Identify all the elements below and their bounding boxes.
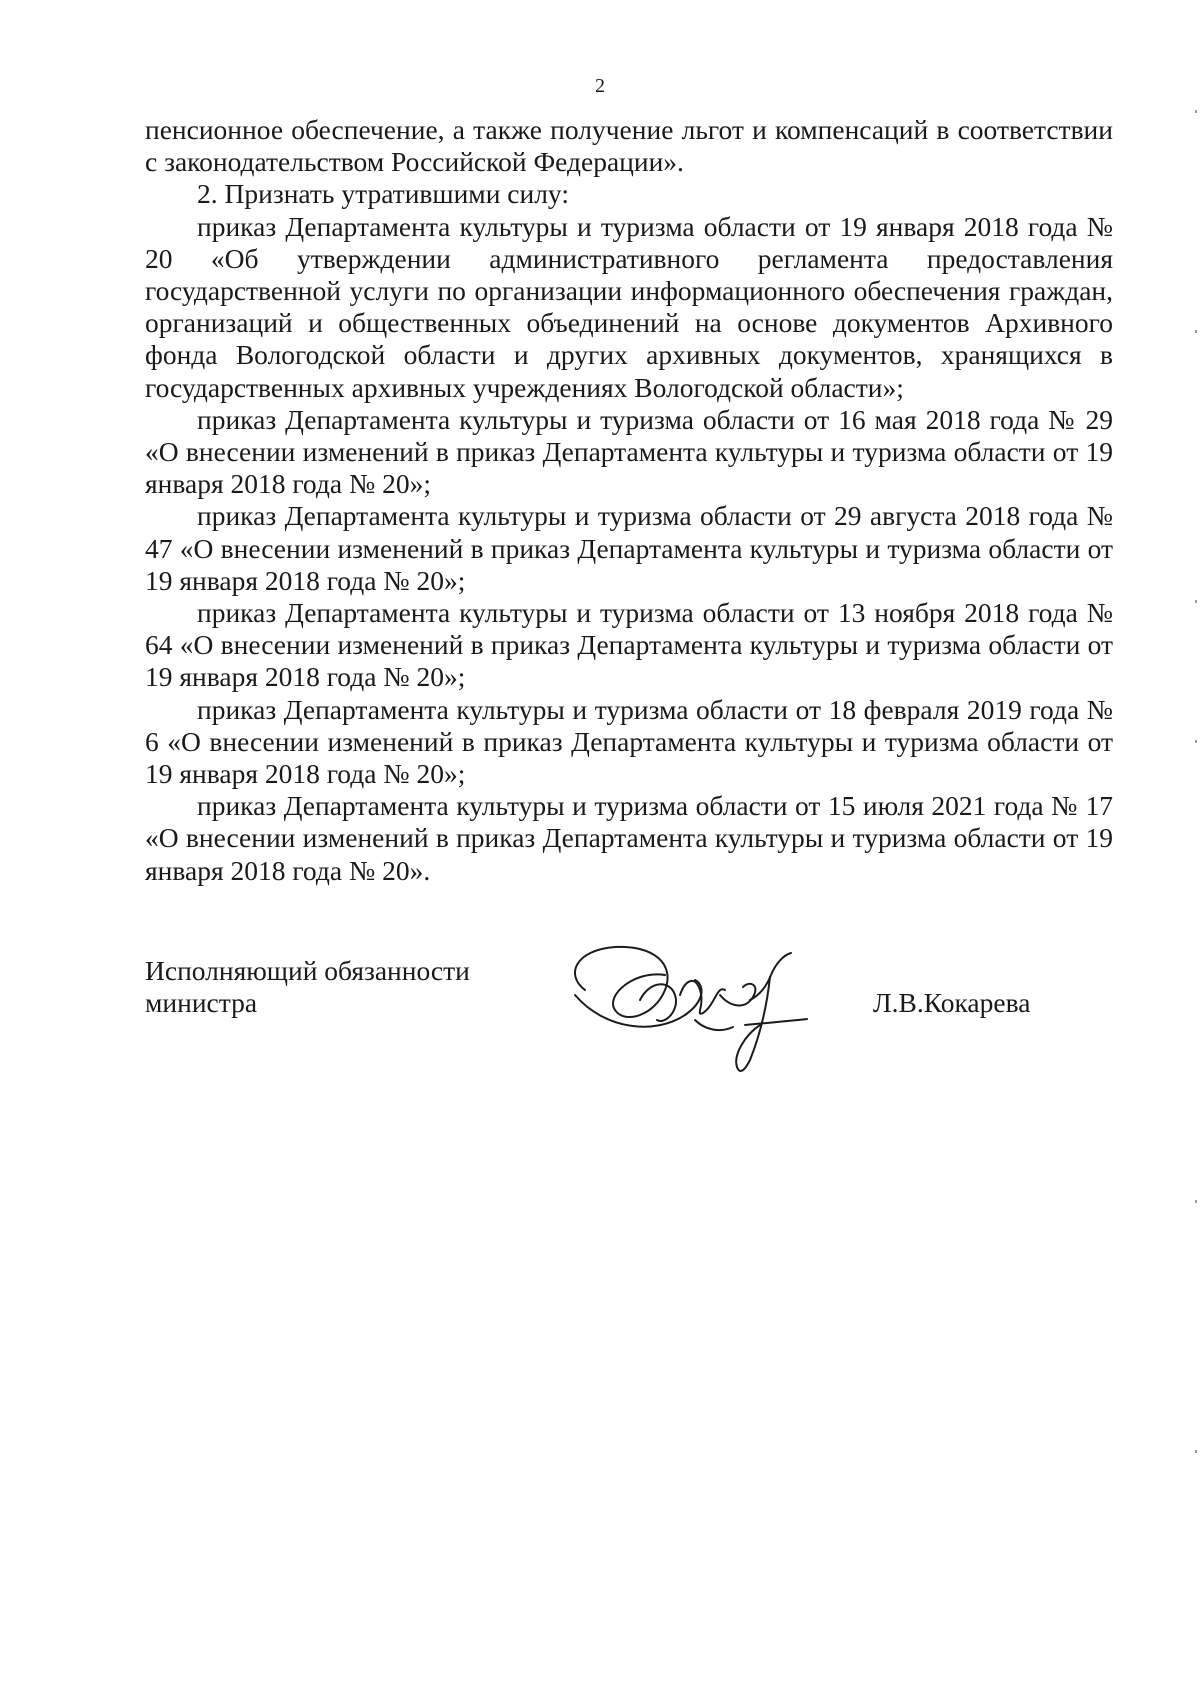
scan-mark	[1195, 330, 1197, 333]
paragraph-order-20: приказ Департамента культуры и туризма области от 19 января 2018 года № 20 «Об утверждении административного регламента предоставления государственной услуги по организации информационного обеспечения граждан, организаций и общественных объединений на основе документов Архивного фонда Вологодской области и других архивных документов, хранящихся в государственных архивных учреждениях Вологодской области»;	[145, 210, 1113, 403]
signature-block	[145, 955, 1113, 1095]
document-body	[145, 114, 1113, 887]
scan-mark	[1195, 600, 1197, 603]
paragraph-order-29: приказ Департамента культуры и туризма области от 16 мая 2018 года № 29 «О внесении изменений в приказ Департамента культуры и туризма области от 19 января 2018 года № 20»;	[145, 403, 1113, 500]
paragraph-order-6: приказ Департамента культуры и туризма области от 18 февраля 2019 года № 6 «О внесении изменений в приказ Департамента культуры и туризма области от 19 января 2018 года № 20»;	[145, 693, 1113, 790]
scan-mark	[1195, 740, 1197, 743]
paragraph-pension-end: пенсионное обеспечение, а также получение льгот и компенсаций в соответствии с законодательством Российской Федерации».	[145, 114, 1113, 178]
signatory-name: Л.В.Кокарева	[873, 987, 1031, 1018]
paragraph-order-17: приказ Департамента культуры и туризма области от 15 июля 2021 года № 17 «О внесении изменений в приказ Департамента культуры и туризма области от 19 января 2018 года № 20».	[145, 790, 1113, 886]
scan-mark	[1195, 110, 1197, 113]
signatory-position-line1: Исполняющий обязанности	[145, 955, 470, 986]
signatory-position-line2: министра	[145, 987, 258, 1019]
handwritten-signature	[545, 935, 835, 1085]
scan-margin-marks	[1192, 0, 1200, 1694]
signatory-position	[145, 955, 505, 1019]
scan-mark	[1195, 1450, 1197, 1453]
page-number: 2	[595, 75, 605, 97]
paragraph-order-64: приказ Департамента культуры и туризма области от 13 ноября 2018 года № 64 «О внесении изменений в приказ Департамента культуры и туризма области от 19 января 2018 года № 20»;	[145, 597, 1113, 693]
scan-mark	[1195, 1200, 1197, 1203]
paragraph-repeal-heading: 2. Признать утратившими силу:	[197, 178, 569, 210]
paragraph-order-47: приказ Департамента культуры и туризма области от 29 августа 2018 года № 47 «О внесении изменений в приказ Департамента культуры и туризма области от 19 января 2018 года № 20»;	[145, 500, 1113, 596]
